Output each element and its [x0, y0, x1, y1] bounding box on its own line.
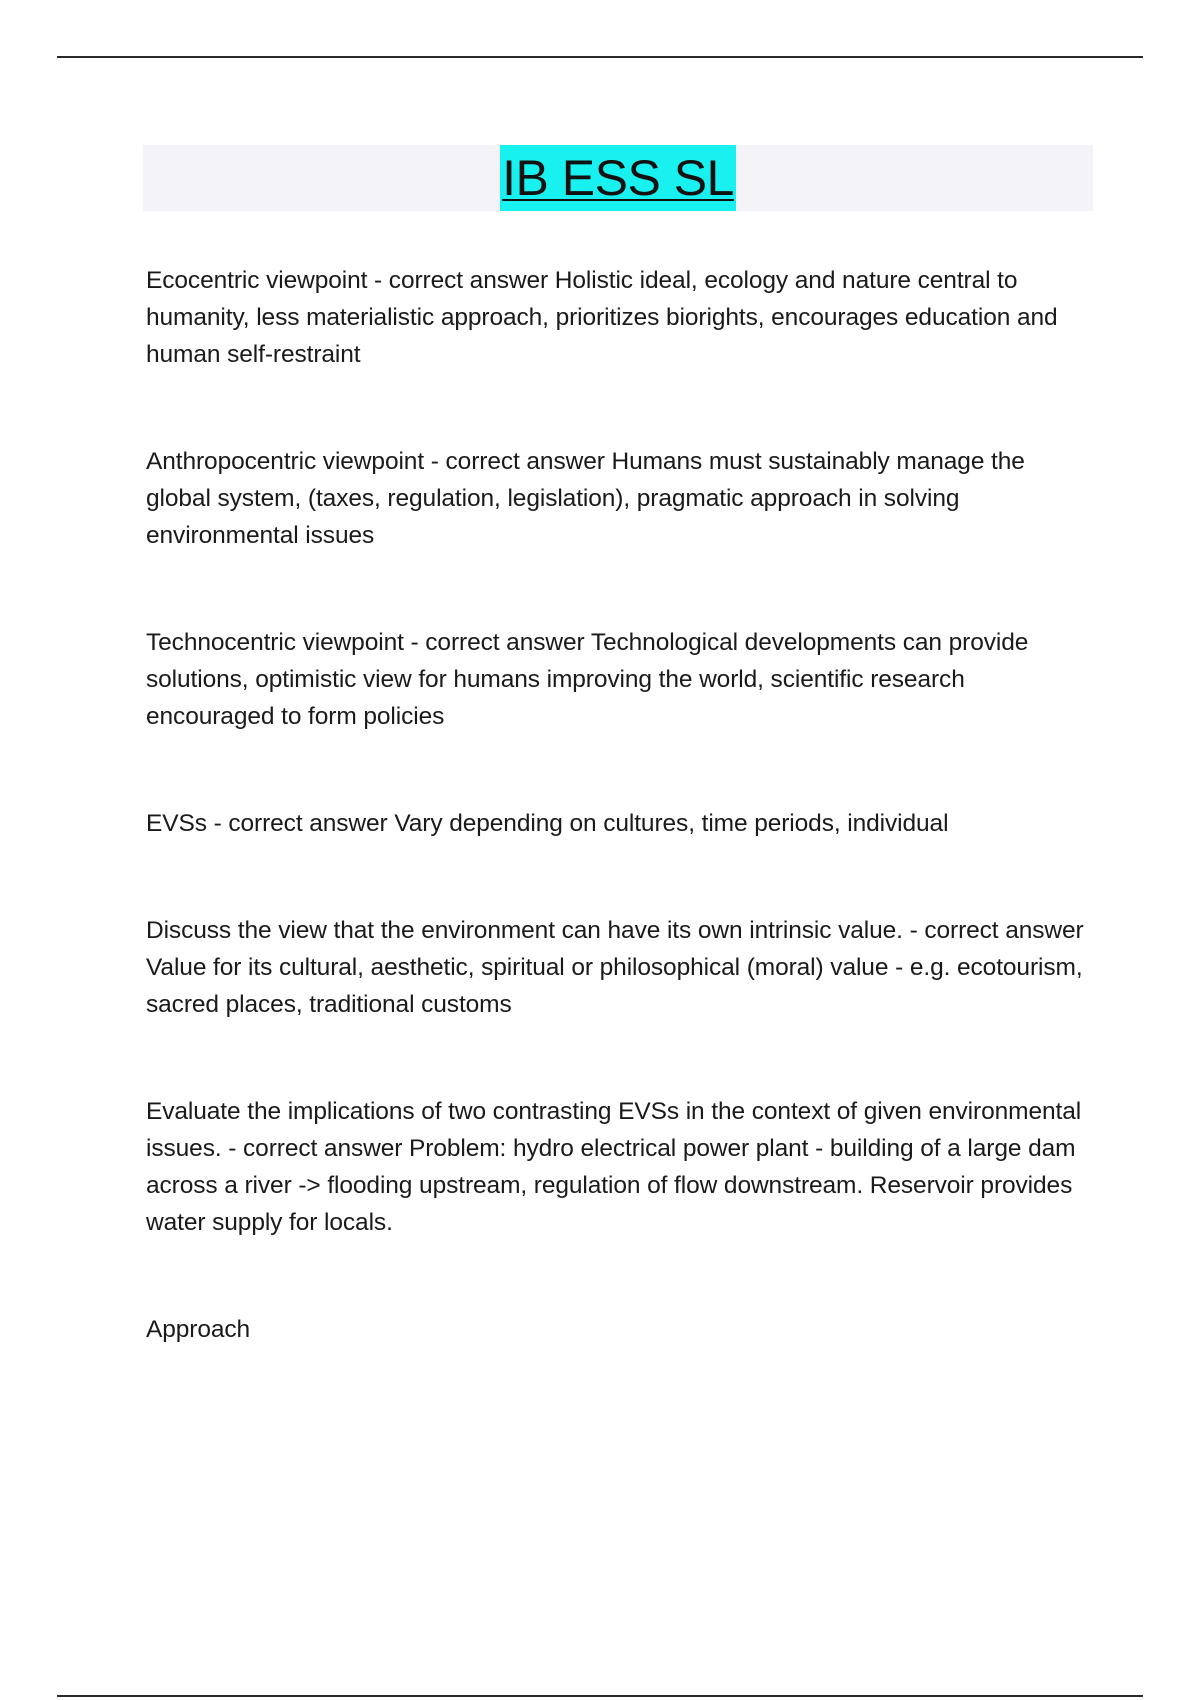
flashcard-item — [146, 912, 1096, 1023]
card-term: Evaluate the implications of two contrasting EVSs in the context of given environmental issues. — [146, 1098, 1082, 1162]
card-term: Anthropocentric viewpoint — [146, 448, 425, 475]
card-definition: Vary depending on cultures, time periods, individual — [394, 810, 949, 837]
flashcard-item — [146, 443, 1096, 554]
card-definition: Technological developments can provide solutions, optimistic view for humans improving the world, scientific research encouraged to form policies — [146, 629, 1029, 730]
card-term: Discuss the view that the environment can have its own intrinsic value. — [146, 917, 903, 944]
flashcard-item — [146, 1093, 1096, 1241]
top-rule — [57, 56, 1143, 58]
title-band — [143, 145, 1093, 211]
flashcard-item — [146, 624, 1096, 735]
card-term: EVSs — [146, 810, 207, 837]
card-separator: - correct answer — [424, 448, 612, 475]
bottom-rule — [57, 1695, 1143, 1697]
card-definition: Problem: hydro electrical power plant - building of a large dam across a river -> flooding upstream, regulation of flow downstream. Reservoir provides water supply for locals. — [146, 1135, 1076, 1236]
card-definition: Value for its cultural, aesthetic, spiritual or philosophical (moral) value - e.g. ecotourism, sacred places, traditional customs — [146, 954, 1083, 1018]
card-separator: - correct answer — [902, 917, 1084, 944]
flashcard-item — [146, 262, 1096, 373]
card-term: Ecocentric viewpoint — [146, 267, 368, 294]
card-separator: - correct answer — [206, 810, 395, 837]
trailing-text: Approach — [146, 1316, 251, 1343]
card-separator: - correct answer — [221, 1135, 410, 1162]
flashcard-item — [146, 805, 1096, 842]
card-separator: - correct answer — [403, 629, 591, 656]
card-definition: Holistic ideal, ecology and nature central to humanity, less materialistic approach, prioritizes biorights, encourages education and human self-restraint — [146, 267, 1058, 368]
card-separator: - correct answer — [367, 267, 555, 294]
card-definition: Humans must sustainably manage the global system, (taxes, regulation, legislation), pragmatic approach in solving environmental issues — [146, 448, 1025, 549]
document-title: IB ESS SL — [500, 145, 736, 211]
card-term: Technocentric viewpoint — [146, 629, 404, 656]
flashcard-list — [146, 262, 1096, 1418]
